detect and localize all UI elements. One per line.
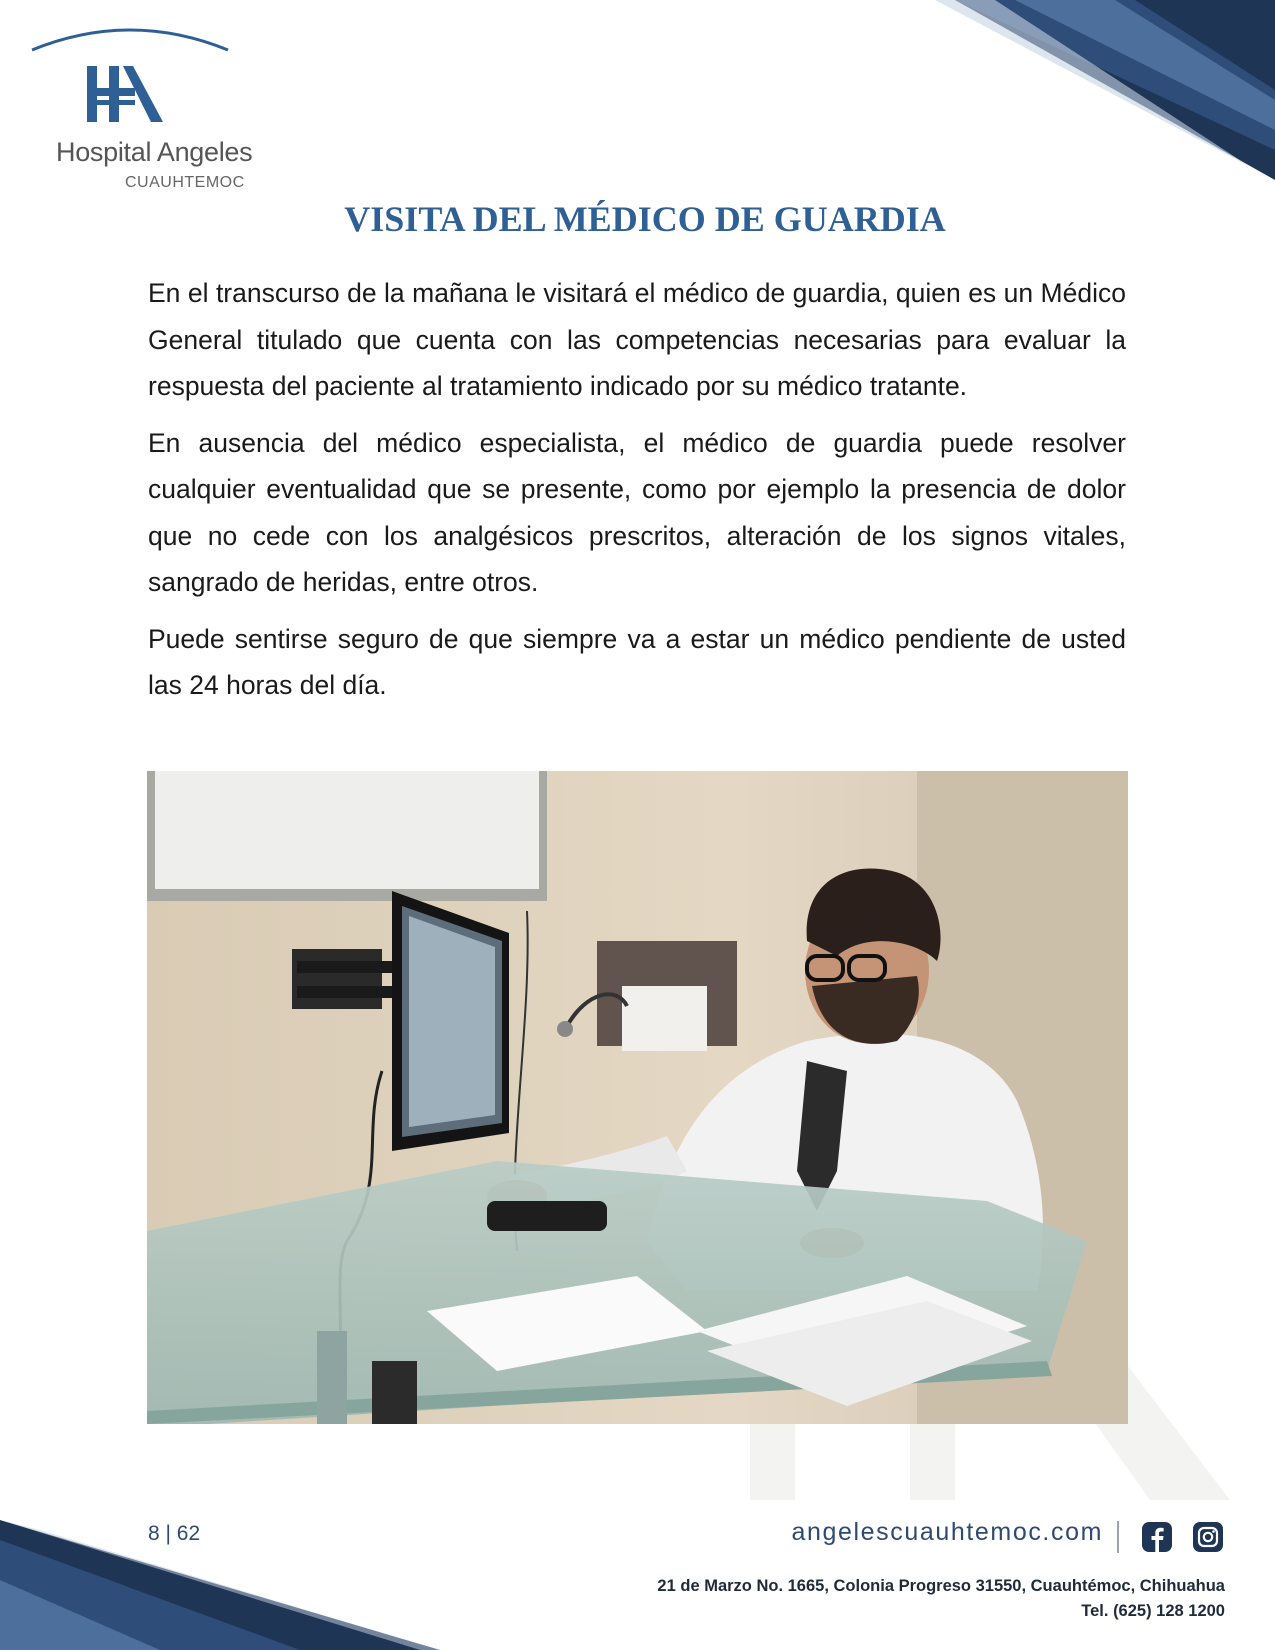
doctor-at-desk-photo [147,771,1128,1424]
instagram-icon[interactable] [1193,1522,1223,1552]
website-link[interactable]: angelescuauhtemoc.com [791,1518,1103,1546]
facebook-icon[interactable] [1142,1522,1172,1552]
logo-hospital-name: Hospital Angeles [56,137,253,167]
hospital-logo [30,24,253,191]
page-title: VISITA DEL MÉDICO DE GUARDIA [344,199,946,239]
photo-illustration [147,771,1128,1424]
paragraph: En el transcurso de la mañana le visitará el médico de guardia, quien es un Médico General titulado que cuenta con las competencias necesarias para evaluar la respuesta del paciente al tratamiento indicado por su médico tratante. [148,278,1126,401]
logo-location: CUAUHTEMOC [125,174,245,191]
body-text [148,270,1126,719]
footer-divider [1117,1521,1119,1553]
paragraph: En ausencia del médico especialista, el médico de guardia puede resolver cualquier eventualidad que se presente, como por ejemplo la presencia de dolor que no cede con los analgésicos prescritos, alteración de los signos vitales, sangrado de heridas, entre otros. [148,427,1126,597]
corner-decoration-bottom [0,1520,440,1650]
paragraph: Puede sentirse seguro de que siempre va a estar un médico pendiente de usted las 24 horas del día. [148,623,1126,700]
logo-arc [30,24,230,54]
page-number: 8 | 62 [148,1522,201,1545]
phone-line: Tel. (625) 128 1200 [1081,1602,1225,1620]
corner-decoration-top [875,0,1275,180]
address-line: 21 de Marzo No. 1665, Colonia Progreso 31550, Cuauhtémoc, Chihuahua [657,1577,1225,1595]
logo-mark-icon [87,64,163,124]
footer-address [657,1574,1225,1624]
